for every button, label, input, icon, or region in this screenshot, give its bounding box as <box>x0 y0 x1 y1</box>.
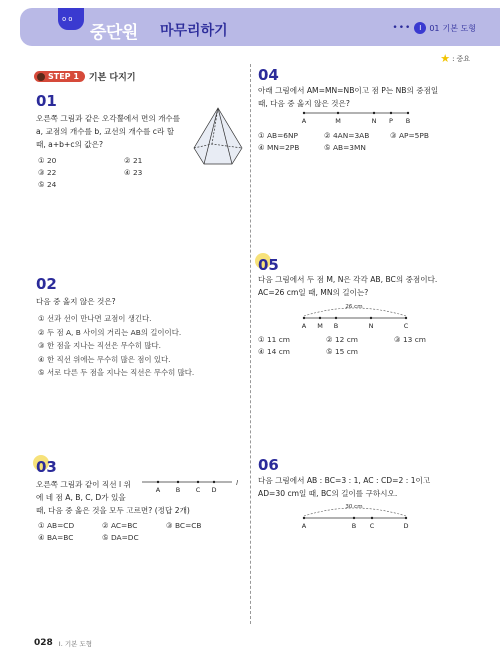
chapter-name: 기본 도형 <box>442 23 476 33</box>
choice[interactable]: ① 11 cm <box>258 335 290 344</box>
choice[interactable]: ③ 13 cm <box>394 335 426 344</box>
choice[interactable]: ⑤ 서로 다른 두 점을 지나는 직선은 무수히 많다. <box>38 368 195 377</box>
question-line: 때, a+b+c의 값은? <box>36 140 103 149</box>
choice[interactable]: ② AC=BC <box>102 521 138 530</box>
choice[interactable]: ⑤ AB=3MN <box>324 143 366 152</box>
question-line: 아래 그림에서 AM=MN=NB이고 점 P는 NB의 중점일 <box>258 86 439 95</box>
choice-list <box>258 130 456 154</box>
point-label: C <box>195 486 201 494</box>
arc-length-label: 30 cm <box>345 504 363 510</box>
question-number: 01 <box>36 92 57 110</box>
question-text: 다음 중 옳지 않은 것은? <box>36 297 116 306</box>
point-label: B <box>405 117 411 125</box>
question-text <box>258 474 483 500</box>
question-number: 04 <box>258 66 279 84</box>
mascot-icon: oo <box>58 8 84 30</box>
question-text <box>258 84 478 110</box>
choice[interactable]: ⑤ 15 cm <box>326 347 358 356</box>
choice[interactable]: ① 20 <box>38 156 57 165</box>
chapter-number: 01 <box>429 23 440 33</box>
point-label: D <box>211 486 217 494</box>
choice[interactable]: ① AB=CD <box>38 521 75 530</box>
page-header <box>20 8 500 46</box>
question-text <box>258 273 483 299</box>
line-l-figure <box>140 474 242 496</box>
line-label: l <box>236 479 238 487</box>
choice[interactable]: ④ 14 cm <box>258 347 290 356</box>
star-icon: ★ <box>440 52 451 65</box>
point-label: M <box>335 117 341 125</box>
step-label: 기본 다지기 <box>88 73 136 83</box>
choice[interactable]: ② 4AN=3AB <box>324 131 370 140</box>
question-line: AC=26 cm일 때, MN의 길이는? <box>258 288 369 297</box>
choice-list <box>38 155 210 191</box>
point-label: B <box>333 322 339 330</box>
point-label: M <box>317 322 323 330</box>
choice[interactable]: ③ BC=CB <box>166 521 202 530</box>
page-number: 028 <box>34 638 53 648</box>
choice[interactable]: ⑤ DA=DC <box>102 533 139 542</box>
question-number: 06 <box>258 456 279 474</box>
header-title: 중단원 <box>90 23 138 43</box>
choice-list <box>38 520 230 544</box>
question-line: 다음 그림에서 두 점 M, N은 각각 AB, BC의 중점이다. <box>258 275 438 284</box>
dots-icon: ••• <box>392 23 412 33</box>
point-label: N <box>371 117 377 125</box>
header-subtitle: 마무리하기 <box>160 23 228 39</box>
step-heading <box>34 70 136 83</box>
question-line: AD=30 cm일 때, BC의 길이를 구하시오. <box>258 489 398 498</box>
column-divider <box>250 64 251 624</box>
choice[interactable]: ③ 한 점을 지나는 직선은 무수히 많다. <box>38 341 162 350</box>
point-label: C <box>369 522 375 530</box>
point-label: A <box>301 522 307 530</box>
page-footer <box>34 638 92 648</box>
question-line: 오른쪽 그림과 같이 직선 l 위 <box>36 480 131 489</box>
point-label: N <box>368 322 374 330</box>
choice[interactable]: ⑤ 24 <box>38 180 57 189</box>
choice[interactable]: ② 21 <box>124 156 143 165</box>
point-label: A <box>301 117 307 125</box>
segment-amnpb-figure <box>296 108 416 128</box>
choice[interactable]: ③ AP=5PB <box>390 131 429 140</box>
choice[interactable]: ④ BA=BC <box>38 533 74 542</box>
point-label: B <box>351 522 357 530</box>
choice-list <box>258 334 462 358</box>
choice[interactable]: ④ MN=2PB <box>258 143 300 152</box>
question-number: 05 <box>258 256 279 274</box>
question-number: 02 <box>36 275 57 293</box>
choice[interactable]: ② 12 cm <box>326 335 358 344</box>
choice-list <box>38 312 194 380</box>
legend-label: 중요 <box>456 54 470 63</box>
point-label: A <box>301 322 307 330</box>
segment-abcd-figure <box>296 500 420 532</box>
point-label: P <box>389 117 393 125</box>
question-line: 오른쪽 그림과 같은 오각뿔에서 면의 개수를 <box>36 114 181 123</box>
arc-length-label: 26 cm <box>345 304 363 310</box>
question-line: a, 교점의 개수를 b, 교선의 개수를 c라 할 <box>36 127 175 136</box>
question-line: 다음 그림에서 AB : BC=3 : 1, AC : CD=2 : 1이고 <box>258 476 431 485</box>
question-number: 03 <box>36 458 57 476</box>
point-label: C <box>403 322 409 330</box>
point-label: A <box>155 486 161 494</box>
choice[interactable]: ② 두 점 A, B 사이의 거리는 AB의 길이이다. <box>38 327 182 337</box>
chapter-badge: I <box>414 22 426 34</box>
question-line: 때, 다음 중 옳은 것을 모두 고르면? (정답 2개) <box>36 506 190 515</box>
choice[interactable]: ① 선과 선이 만나면 교점이 생긴다. <box>38 314 152 323</box>
point-label: D <box>403 522 409 530</box>
step-badge: STEP 1 <box>34 71 85 82</box>
question-line: 에 네 점 A, B, C, D가 있을 <box>36 493 126 502</box>
importance-legend: ★ : 중요 <box>440 52 470 65</box>
choice[interactable]: ① AB=6NP <box>258 131 298 140</box>
choice[interactable]: ④ 23 <box>124 168 143 177</box>
question-line: 때, 다음 중 옳지 않은 것은? <box>258 99 350 108</box>
footer-chapter: I. 기본 도형 <box>58 639 93 648</box>
question-text <box>36 112 206 151</box>
choice[interactable]: ④ 한 직선 위에는 무수히 많은 점이 있다. <box>38 354 171 364</box>
choice[interactable]: ③ 22 <box>38 168 57 177</box>
segment-amnbc-figure <box>296 300 420 332</box>
chapter-indicator <box>392 22 476 34</box>
point-label: B <box>175 486 181 494</box>
